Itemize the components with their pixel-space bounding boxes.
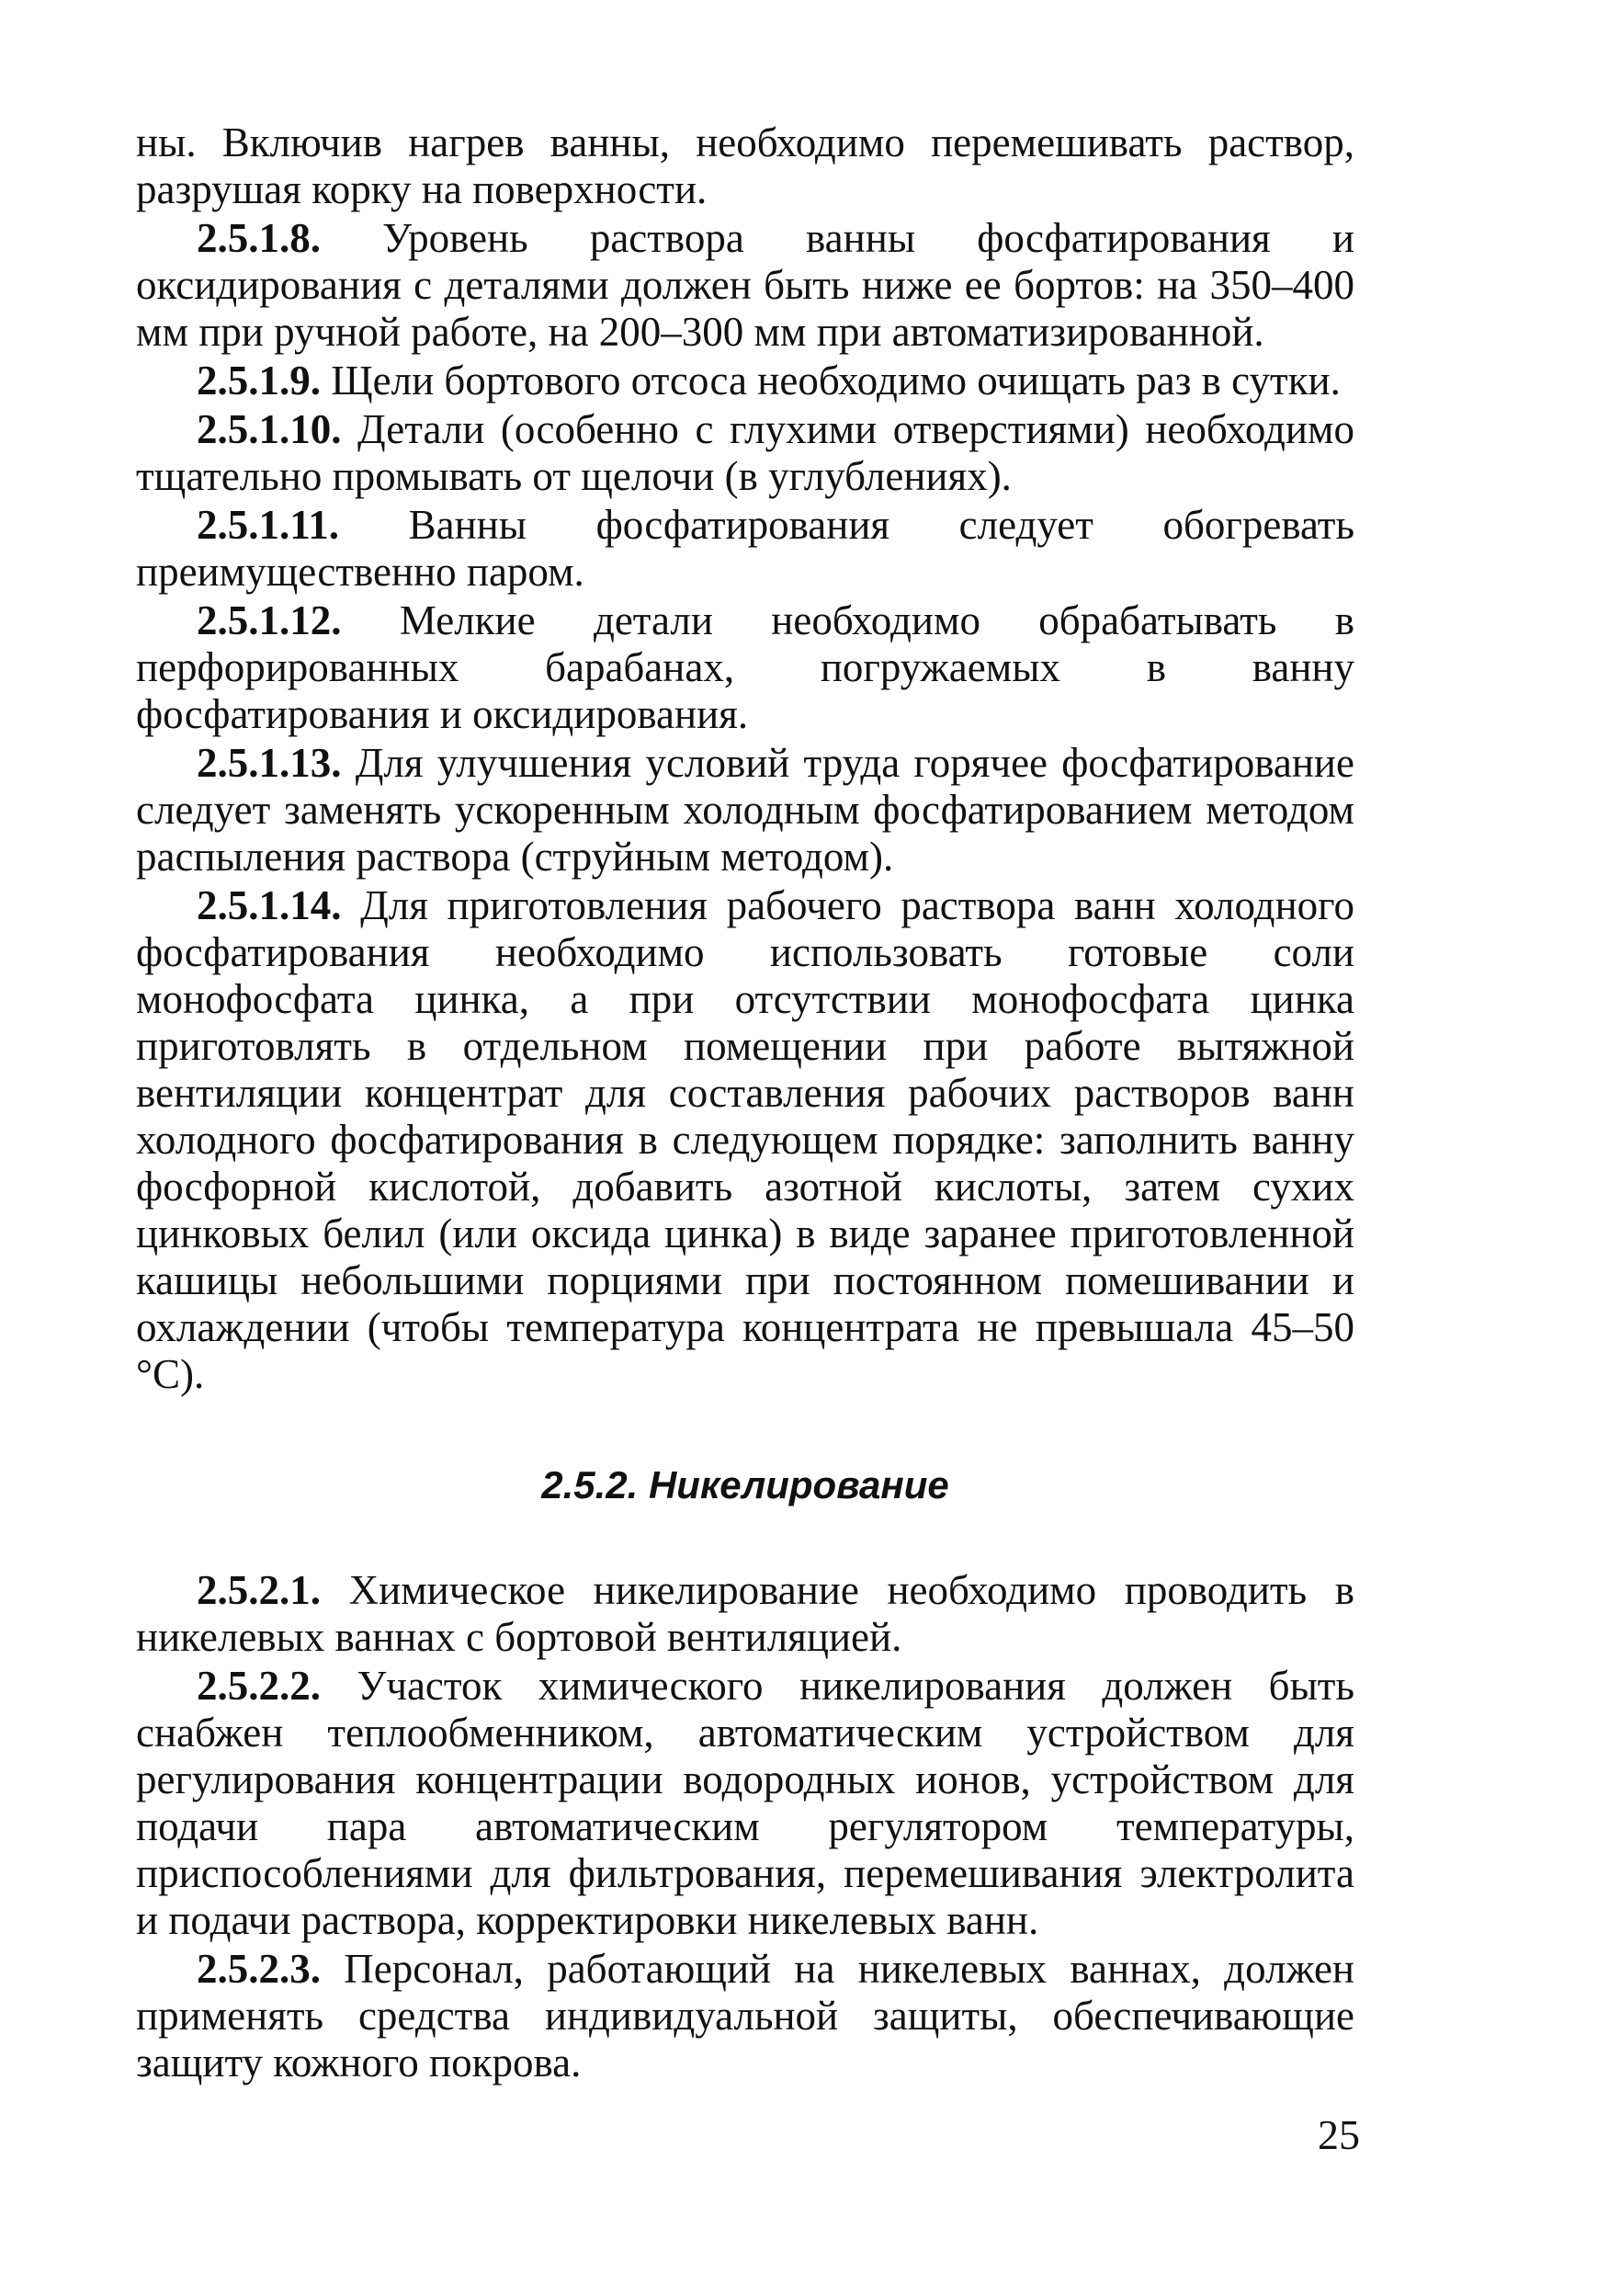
paragraph-2-5-1-10 [136,406,1354,500]
paragraph-text: Химическое никелирование необходимо проводить в никелевых ваннах с бортовой вентиляцией. [136,1567,1354,1660]
paragraph-text: Уровень раствора ванны фосфатирования и оксидирования с деталями должен быть ниже ее бортов: на 350–400 мм при ручной работе, на 200–300 мм при автоматизированной. [136,215,1354,355]
paragraph-2-5-1-9 [136,358,1354,404]
clause-number: 2.5.2.2. [197,1663,321,1709]
page-number: 25 [1318,2111,1360,2158]
paragraph-2-5-1-8 [136,215,1354,356]
clause-number: 2.5.1.12. [197,597,342,643]
clause-number: 2.5.1.14. [197,882,342,928]
page-body [136,119,1354,2088]
paragraph-text: Для приготовления рабочего раствора ванн холодного фосфатирования необходимо использовать готовые соли монофосфата цинка, а при отсутствии монофосфата цинка приготовлять в отдельном помещении при работе вытяжной вентиляции концентрат для составления рабочих растворов ванн холодного фосфатирования в следующем порядке: заполнить ванну фосфорной кислотой, добавить азотной кислоты, затем сухих цинковых белил (или оксида цинка) в виде заранее приготовленной кашицы небольшими порциями при постоянном помешивании и охлаждении (чтобы температура концентрата не превышала 45–50 °С). [136,882,1354,1397]
paragraph-2-5-1-14 [136,882,1354,1398]
paragraph-text: ны. Включив нагрев ванны, необходимо перемешивать раствор, разрушая корку на поверхности. [136,119,1354,212]
clause-number: 2.5.1.8. [197,215,321,261]
paragraph-2-5-2-1 [136,1567,1354,1661]
paragraph-2-5-1-11 [136,502,1354,596]
paragraph-2-5-1-12 [136,597,1354,738]
clause-number: 2.5.2.1. [197,1567,321,1613]
clause-number: 2.5.2.3. [197,1946,321,1992]
paragraph-2-5-2-2 [136,1663,1354,1944]
clause-number: 2.5.1.13. [197,740,342,786]
paragraph-2-5-2-3 [136,1946,1354,2086]
paragraph-text: Ванны фосфатирования следует обогревать преимущественно паром. [136,502,1354,595]
section-heading: 2.5.2. Никелирование [541,1463,949,1506]
paragraph-text: Для улучшения условий труда горячее фосфатирование следует заменять ускоренным холодным фосфатированием методом распыления раствора (струйным методом). [136,740,1354,880]
paragraph-text: Щели бортового отсоса необходимо очищать раз в сутки. [321,358,1341,404]
clause-number: 2.5.1.10. [197,406,342,452]
paragraph-text: Детали (особенно с глухими отверстиями) необходимо тщательно промывать от щелочи (в углублениях). [136,406,1354,499]
paragraph-text: Участок химического никелирования должен быть снабжен теплообменником, автоматическим устройством для регулирования концентрации водородных ионов, устройством для подачи пара автоматическим регулятором температуры, приспособлениями для фильтрования, перемешивания электролита и подачи раствора, корректировки никелевых ванн. [136,1663,1354,1943]
paragraph-text: Персонал, работающий на никелевых ваннах, должен применять средства индивидуальной защиты, обеспечивающие защиту кожного покрова. [136,1946,1354,2086]
clause-number: 2.5.1.9. [197,358,321,404]
clause-number: 2.5.1.11. [197,502,340,548]
paragraph-continuation [136,119,1354,213]
paragraph-2-5-1-13 [136,740,1354,881]
paragraph-text: Мелкие детали необходимо обрабатывать в перфорированных барабанах, погружаемых в ванну фосфатирования и оксидирования. [136,597,1354,737]
